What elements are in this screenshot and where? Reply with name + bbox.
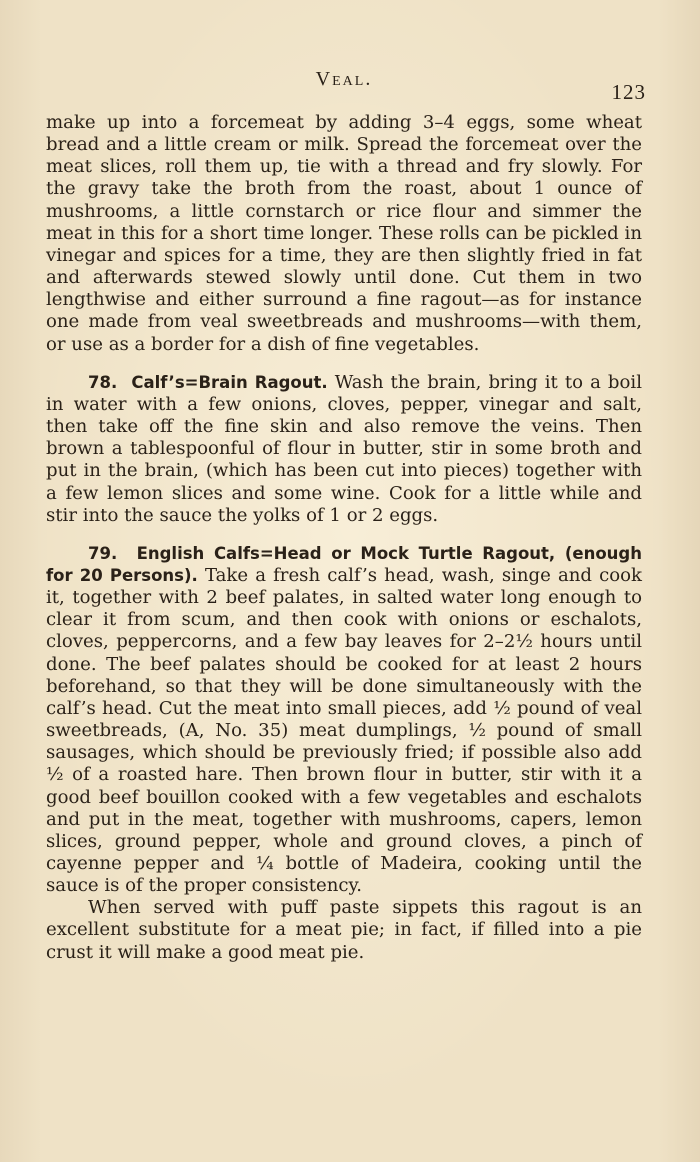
continuation-paragraph: make up into a forcemeat by adding 3–4 eggs, some wheat bread and a little cream or milk. Spread the forcemeat over the meat slices, roll them up, tie with a thread and fry slowly. For the gravy take the broth from the roast, about 1 ounce of mushrooms, a little cornstarch or rice flour and simmer the meat in this for a short time longer. These rolls can be pickled in vinegar and spices for a time, they are then slightly fried in fat and afterwards stewed slowly until done. Cut them in two lengthwise and either surround a fine ragout—as for instance one made from veal sweetbreads and mushrooms—with them, or use as a border for a dish of fine vegetables. — [46, 112, 642, 355]
recipe-title: Calf’s=Brain Ragout. — [131, 372, 328, 392]
recipe-serving-note: (enough for 20 Persons). — [46, 543, 642, 585]
running-title: Veal. — [315, 68, 373, 90]
running-head — [46, 68, 646, 112]
recipe-body: Take a fresh calf’s head, wash, singe and cook it, together with 2 beef palates, in salted water long enough to clear it from scum, and then cook with onions or eschalots, cloves, peppercorns, and a few bay leaves for 2–2½ hours until done. The beef palates should be cooked for at least 2 hours beforehand, so that they will be done simultaneously with the calf’s head. Cut the meat into small pieces, add ½ pound of veal sweetbreads, (A, No. 35) meat dumplings, ½ pound of small sausages, which should be previously fried; if possible also add ½ of a roasted hare. Then brown flour in butter, stir with it a good beef bouillon cooked with a few vegetables and eschalots and put in the meat, together with mushrooms, capers, lemon slices, ground pepper, whole and ground cloves, a pinch of cayenne pepper and ¼ bottle of Madeira, cooking until the sauce is of the proper consistency. — [46, 564, 643, 897]
recipe-78 — [46, 372, 642, 527]
page-number: 123 — [611, 80, 646, 104]
recipe-title: English Calfs=Head or Mock Turtle Ragout, — [136, 543, 556, 563]
recipe-number: 78. — [88, 372, 118, 392]
page-content — [46, 68, 646, 964]
recipe-79 — [46, 543, 642, 898]
body-text — [46, 112, 642, 964]
closing-paragraph: When served with puff paste sippets this ragout is an excellent substitute for a meat pie; in fact, if filled into a pie crust it will make a good meat pie. — [46, 897, 642, 963]
recipe-number: 79. — [88, 543, 118, 563]
recipe-body: Wash the brain, bring it to a boil in water with a few onions, cloves, pepper, vinegar and salt, then take off the fine skin and also remove the veins. Then brown a tablespoonful of flour in butter, stir in some broth and put in the brain, (which has been cut into pieces) together with a few lemon slices and some wine. Cook for a little while and stir into the sauce the yolks of 1 or 2 eggs. — [46, 371, 642, 526]
